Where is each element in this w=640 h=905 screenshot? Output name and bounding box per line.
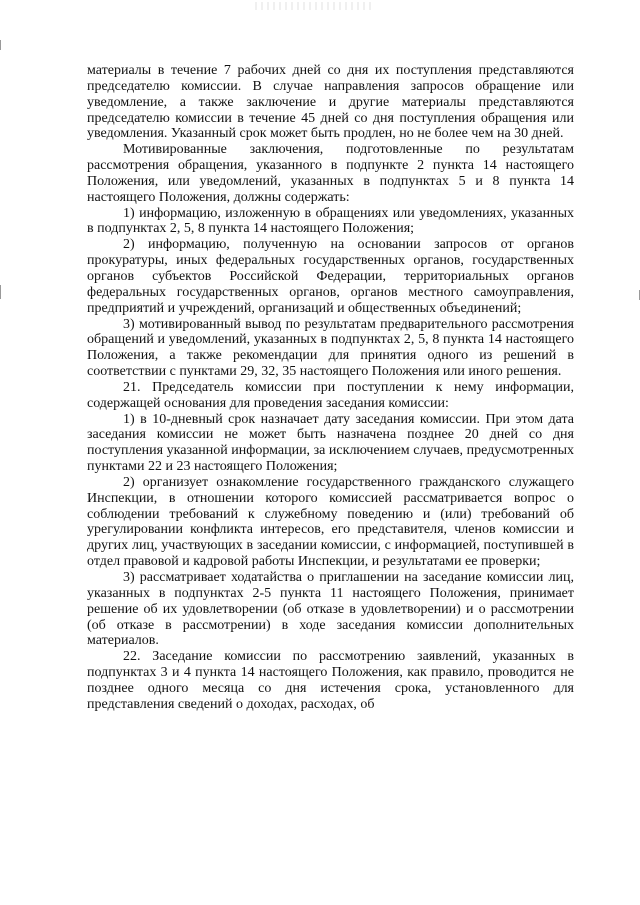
- clause-21-item-3: 3) рассматривает ходатайства о приглашении на заседание комиссии лиц, указанных в подпунктах 2-5 пункта 11 настоящего Положения, принимает решение об их удовлетворении (об отказе в удовлетворении) и о рассмотрении (об отказе в рассмотрении) в ходе заседания комиссии дополнительных материалов.: [87, 570, 574, 649]
- scan-artifact: [255, 2, 375, 10]
- list-item-1: 1) информацию, изложенную в обращениях или уведомлениях, указанных в подпунктах 2, 5, 8 пункта 14 настоящего Положения;: [87, 205, 574, 237]
- clause-21: 21. Председатель комиссии при поступлении к нему информации, содержащей основания для проведения заседания комиссии:: [87, 379, 574, 411]
- clause-21-item-2: 2) организует ознакомление государственного гражданского служащего Инспекции, в отношении которого комиссией рассматривается вопрос о соблюдении требований к служебному поведению и (или) требований об урегулировании конфликта интересов, его представителя, членов комиссии и других лиц, участвующих в заседании комиссии, с информацией, поступившей в отдел правовой и кадровой работы Инспекции, и результатами ее проверки;: [87, 474, 574, 570]
- clause-21-item-1: 1) в 10-дневный срок назначает дату заседания комиссии. При этом дата заседания комиссии не может быть назначена позднее 20 дней со дня поступления указанной информации, за исключением случаев, предусмотренных пунктами 22 и 23 настоящего Положения;: [87, 411, 574, 475]
- scan-edge-mark: [0, 40, 1, 50]
- paragraph-motivated-conclusions: Мотивированные заключения, подготовленные по результатам рассмотрения обращения, указанного в подпункте 2 пункта 14 настоящего Положения, или уведомлений, указанных в подпунктах 5 и 8 пункта 14 настоящего Положения, должны содержать:: [87, 142, 574, 205]
- list-item-3: 3) мотивированный вывод по результатам предварительного рассмотрения обращений и уведомлений, указанных в подпунктах 2, 5, 8 пункта 14 настоящего Положения, а также рекомендации для принятия одного из решений в соответствии с пунктами 29, 32, 35 настоящего Положения или иного решения.: [87, 316, 574, 380]
- scan-edge-mark: [0, 285, 1, 299]
- list-item-2: 2) информацию, полученную на основании запросов от органов прокуратуры, иных федеральных государственных органов, государственных органов субъектов Российской Федерации, территориальных органов федеральных государственных органов, органов местного самоуправления, предприятий и учреждений, организаций и общественных объединений;: [87, 237, 574, 316]
- paragraph-continuation: материалы в течение 7 рабочих дней со дня их поступления представляются председателю комиссии. В случае направления запросов обращение или уведомление, а также заключение и другие материалы представляются председателю комиссии в течение 45 дней со дня поступления обращения или уведомления. Указанный срок может быть продлен, но не более чем на 30 дней.: [87, 63, 574, 142]
- clause-22: 22. Заседание комиссии по рассмотрению заявлений, указанных в подпунктах 3 и 4 пункта 14 настоящего Положения, как правило, проводится не позднее одного месяца со дня истечения срока, установленного для представления сведений о доходах, расходах, об: [87, 649, 574, 712]
- document-body: [87, 63, 574, 713]
